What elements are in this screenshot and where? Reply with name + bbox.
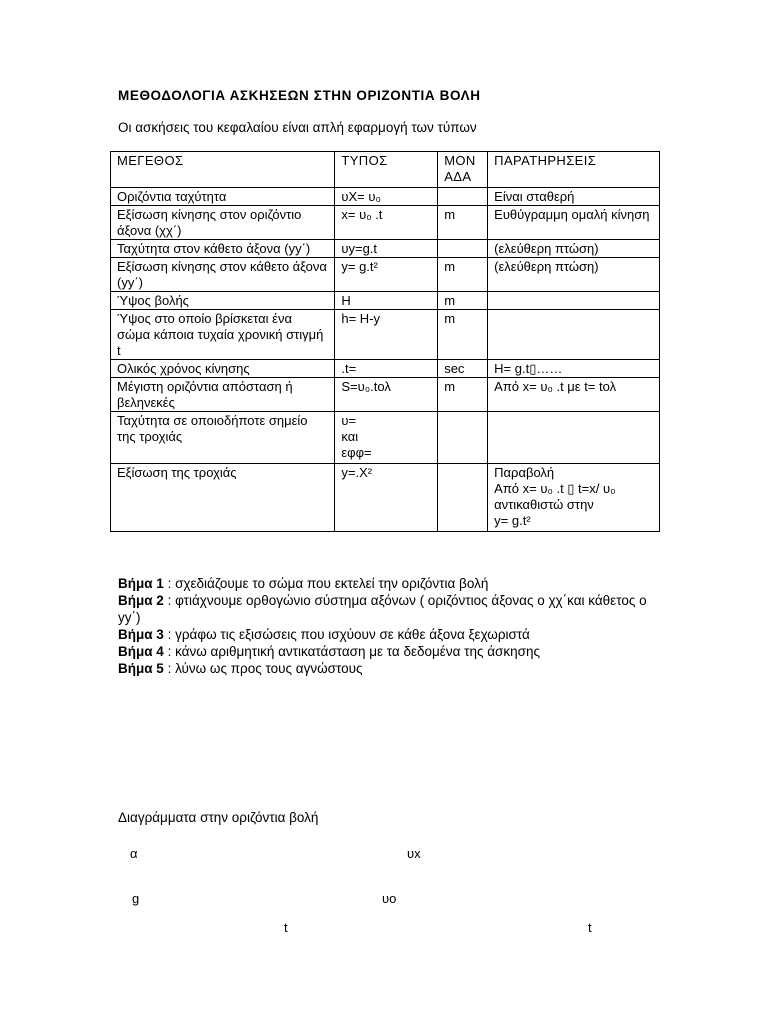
table-row: [111, 360, 660, 378]
step-label: Βήμα 5: [118, 661, 164, 676]
cell-quantity: Ύψος βολής: [111, 292, 335, 310]
step-1: [118, 575, 648, 592]
cell-remarks: [488, 464, 660, 532]
speed-formula-lines: [341, 413, 431, 461]
cell-remarks: H= g.t▯……: [488, 360, 660, 378]
formulas-table: [110, 151, 660, 532]
header-formula: ΤΥΠΟΣ: [335, 152, 438, 188]
cell-quantity: Μέγιστη οριζόντια απόσταση ή βεληνεκές: [111, 378, 335, 412]
formula-line: και: [341, 429, 359, 444]
unit-header-part: ΑΔΑ: [444, 169, 472, 184]
cell-unit: [438, 412, 488, 464]
step-text: : φτιάχνουμε ορθογώνιο σύστημα αξόνων ( οριζόντιος άξονας ο χχ΄και κάθετος ο yy΄): [118, 593, 647, 625]
cell-remarks: (ελεύθερη πτώση): [488, 258, 660, 292]
table-row: [111, 188, 660, 206]
cell-formula: υy=g.t: [335, 240, 438, 258]
cell-unit: m: [438, 378, 488, 412]
intro-text: Οι ασκήσεις του κεφαλαίου είναι απλή εφαρμογή των τύπων: [118, 120, 477, 135]
cell-unit: [438, 464, 488, 532]
cell-remarks: [488, 310, 660, 360]
cell-quantity: Εξίσωση κίνησης στον οριζόντιο άξονα (χχ΄): [111, 206, 335, 240]
cell-formula: y=.X²: [335, 464, 438, 532]
step-label: Βήμα 3: [118, 627, 164, 642]
cell-quantity: Οριζόντια ταχύτητα: [111, 188, 335, 206]
step-text: : λύνω ως προς τους αγνώστους: [163, 661, 363, 676]
remark-line: αντικαθιστώ στην: [494, 497, 594, 512]
step-5: [118, 660, 648, 677]
diagram-t-axis-label-2: t: [588, 920, 592, 935]
step-text: : γράφω τις εξισώσεις που ισχύουν σε κάθε άξονα ξεχωριστά: [163, 627, 530, 642]
cell-unit: m: [438, 258, 488, 292]
step-3: [118, 626, 648, 643]
table-row: [111, 378, 660, 412]
diagram-ux-label: υx: [407, 846, 421, 861]
unit-header-part: ΜΟΝ: [444, 153, 476, 168]
cell-quantity: Ταχύτητα σε οποιοδήποτε σημείο της τροχιάς: [111, 412, 335, 464]
cell-remarks: Από x= υ₀ .t με t= tολ: [488, 378, 660, 412]
remark-line: Παραβολή: [494, 465, 555, 480]
cell-unit: m: [438, 206, 488, 240]
cell-unit: [438, 188, 488, 206]
cell-quantity: Ολικός χρόνος κίνησης: [111, 360, 335, 378]
diagram-g-label: g: [132, 891, 140, 906]
remark-line: y= g.t²: [494, 513, 531, 528]
table-row: [111, 258, 660, 292]
step-label: Βήμα 2: [118, 593, 164, 608]
table-row: [111, 240, 660, 258]
document-title: ΜΕΘΟΔΟΛΟΓΙΑ ΑΣΚΗΣΕΩΝ ΣΤΗΝ ΟΡΙΖΟΝΤΙΑ ΒΟΛΗ: [118, 88, 481, 103]
cell-formula: .t=: [335, 360, 438, 378]
cell-quantity: Ύψος στο οποίο βρίσκεται ένα σώμα κάποια τυχαία χρονική στιγμή t: [111, 310, 335, 360]
cell-formula: y= g.t²: [335, 258, 438, 292]
table-row: [111, 292, 660, 310]
diagram-uo-label: υo: [382, 891, 397, 906]
step-label: Βήμα 1: [118, 576, 164, 591]
table-row: [111, 310, 660, 360]
diagram-acceleration-label: α: [130, 846, 138, 861]
cell-unit: m: [438, 292, 488, 310]
step-2: [118, 592, 648, 626]
cell-formula: [335, 412, 438, 464]
step-text: : κάνω αριθμητική αντικατάσταση με τα δεδομένα της άσκησης: [163, 644, 540, 659]
step-text: : σχεδιάζουμε το σώμα που εκτελεί την οριζόντια βολή: [163, 576, 489, 591]
cell-quantity: Εξίσωση της τροχιάς: [111, 464, 335, 532]
diagram-t-axis-label-1: t: [284, 920, 288, 935]
cell-formula: H: [335, 292, 438, 310]
steps-list: [118, 575, 648, 677]
header-quantity: ΜΕΓΕΘΟΣ: [111, 152, 335, 188]
header-unit: [438, 152, 488, 188]
formula-line: εφφ=: [341, 445, 372, 460]
step-label: Βήμα 4: [118, 644, 164, 659]
table-row: [111, 206, 660, 240]
diagrams-title: Διαγράμματα στην οριζόντια βολή: [118, 810, 319, 825]
cell-remarks: [488, 412, 660, 464]
table-row: [111, 412, 660, 464]
cell-unit: m: [438, 310, 488, 360]
cell-formula: x= υ₀ .t: [335, 206, 438, 240]
cell-quantity: Εξίσωση κίνησης στον κάθετο άξονα (yy΄): [111, 258, 335, 292]
cell-formula: h= H-y: [335, 310, 438, 360]
cell-remarks: Ευθύγραμμη ομαλή κίνηση: [488, 206, 660, 240]
cell-remarks: [488, 292, 660, 310]
cell-unit: sec: [438, 360, 488, 378]
trajectory-remarks-lines: [494, 465, 653, 529]
cell-formula: υX= υ₀: [335, 188, 438, 206]
table-row: [111, 464, 660, 532]
table-header-row: [111, 152, 660, 188]
cell-quantity: Ταχύτητα στον κάθετο άξονα (yy΄): [111, 240, 335, 258]
remark-line: Από x= υ₀ .t ▯ t=x/ υ₀: [494, 481, 616, 496]
step-4: [118, 643, 648, 660]
cell-unit: [438, 240, 488, 258]
header-remarks: ΠΑΡΑΤΗΡΗΣΕΙΣ: [488, 152, 660, 188]
cell-remarks: Είναι σταθερή: [488, 188, 660, 206]
cell-formula: S=υ₀.tολ: [335, 378, 438, 412]
cell-remarks: (ελεύθερη πτώση): [488, 240, 660, 258]
formula-line: υ=: [341, 413, 357, 428]
